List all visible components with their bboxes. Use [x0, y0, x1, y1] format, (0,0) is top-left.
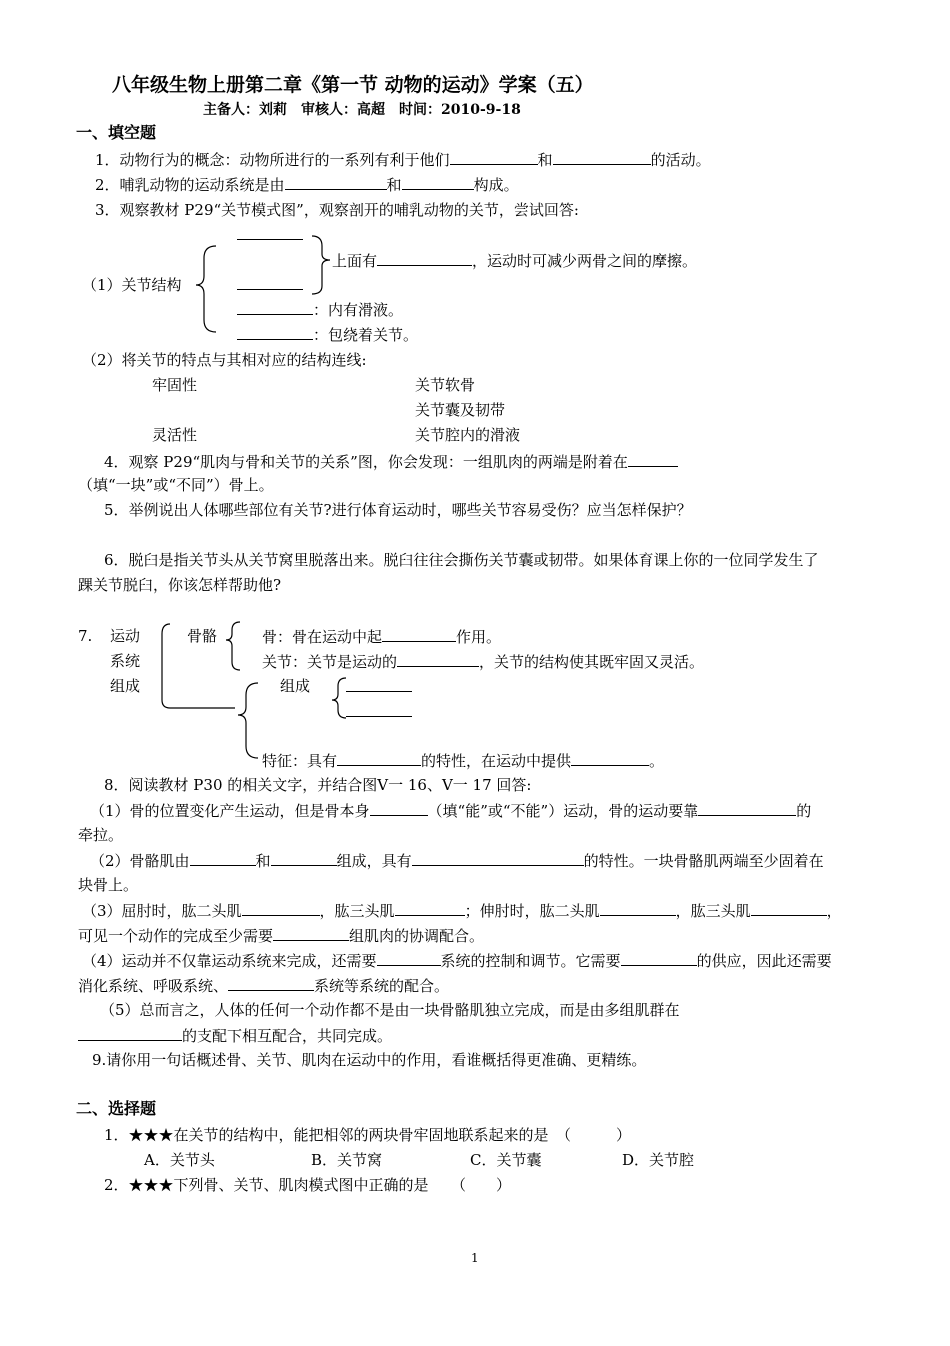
- question-8-5: （5）总而言之，人体的任何一个动作都不是由一块骨骼肌独立完成，而是由多组肌群在: [100, 1001, 680, 1019]
- diagram-label-xitong: 系统: [110, 652, 141, 670]
- answer-blank[interactable]: [237, 325, 313, 340]
- joint-structure-label: （1）关节结构: [82, 276, 182, 294]
- answer-blank[interactable]: [397, 652, 479, 667]
- question-8: 8．阅读教材 P30 的相关文字，并结合图Ⅴ一 16、Ⅴ一 17 回答:: [104, 776, 532, 794]
- answer-blank[interactable]: [273, 926, 349, 941]
- answer-blank[interactable]: [571, 751, 649, 766]
- match-left-item[interactable]: 灵活性: [152, 426, 198, 444]
- option-a[interactable]: A．关节头: [144, 1151, 215, 1169]
- muscle-feature-line: 特征：具有 的特性，在运动中提供 。: [262, 752, 665, 770]
- answer-blank[interactable]: [190, 851, 256, 866]
- page-number: 1: [471, 1251, 479, 1265]
- author-line: 主备人：刘莉 审核人：高超 时间：2010-9-18: [203, 102, 521, 118]
- locomotion-system-brace: [0, 600, 950, 770]
- diagram-label-yundong: 运动: [110, 627, 141, 645]
- joint-structure-brace: [0, 0, 950, 360]
- answer-blank[interactable]: [370, 801, 428, 816]
- question-8-2-cont: 块骨上。: [78, 876, 139, 894]
- page-title: 八年级生物上册第二章《第一节 动物的运动》学案（五）: [112, 74, 594, 96]
- matching-prompt: （2）将关节的特点与其相对应的结构连线:: [82, 351, 367, 369]
- question-8-1-cont: 牵拉。: [78, 826, 124, 844]
- answer-blank[interactable]: [628, 452, 678, 467]
- section-choice-heading: 二、选择题: [76, 1099, 157, 1118]
- match-right-item[interactable]: 关节腔内的滑液: [415, 426, 521, 444]
- question-4-cont: （填“一块”或“不同”）骨上。: [78, 476, 274, 494]
- question-6-cont: 踝关节脱臼，你该怎样帮助他?: [78, 576, 282, 594]
- option-c[interactable]: C．关节囊: [470, 1151, 542, 1169]
- question-8-3-cont: 可见一个动作的完成至少需要 组肌肉的协调配合。: [78, 927, 485, 945]
- answer-blank[interactable]: [412, 851, 584, 866]
- answer-blank[interactable]: [242, 901, 320, 916]
- answer-blank[interactable]: [346, 691, 412, 692]
- match-right-item[interactable]: 关节软骨: [415, 376, 476, 394]
- question-7-number: 7.: [78, 627, 93, 645]
- answer-blank[interactable]: [751, 901, 827, 916]
- question-8-2: （2）骨骼肌由 和 组成，具有 的特性。一块骨骼肌两端至少固着在: [90, 852, 824, 870]
- answer-blank[interactable]: [382, 627, 456, 642]
- diagram-label-zucheng: 组成: [110, 677, 141, 695]
- answer-blank[interactable]: [600, 901, 676, 916]
- question-8-4-cont: 消化系统、呼吸系统、 系统等系统的配合。: [78, 977, 450, 995]
- joint-capsule-line: ：包绕着关节。: [237, 325, 418, 344]
- answer-blank[interactable]: [395, 901, 465, 916]
- diagram-label-skeleton: 骨骼: [187, 627, 218, 645]
- answer-blank[interactable]: [337, 751, 421, 766]
- joint-cavity-line: ：内有滑液。: [237, 300, 403, 319]
- match-right-item[interactable]: 关节囊及韧带: [415, 401, 506, 419]
- match-left-item[interactable]: 牢固性: [152, 376, 198, 394]
- question-8-1: （1）骨的位置变化产生运动，但是骨本身 （填“能”或“不能”）运动，骨的运动要靠 的: [90, 802, 812, 820]
- answer-blank[interactable]: [228, 976, 314, 991]
- question-8-3: （3）屈肘时，肱二头肌 ，肱三头肌 ；伸肘时，肱二头肌 ，肱三头肌 ，: [82, 902, 842, 920]
- answer-blank[interactable]: [78, 1026, 182, 1041]
- question-9: 9.请你用一句话概述骨、关节、肌肉在运动中的作用，看谁概括得更准确、更精练。: [92, 1051, 647, 1069]
- option-b[interactable]: B．关节窝: [311, 1151, 383, 1169]
- question-1: 1．动物行为的概念：动物所进行的一系列有利于他们 和 的活动。: [95, 151, 711, 169]
- answer-blank[interactable]: [698, 801, 796, 816]
- joint-cartilage-line: 上面有 ，运动时可减少两骨之间的摩擦。: [332, 252, 698, 270]
- answer-blank[interactable]: [377, 951, 441, 966]
- question-8-4: （4）运动并不仅靠运动系统来完成，还需要 系统的控制和调节。它需要 的供应，因此还需要: [82, 952, 832, 970]
- diagram-label-zucheng-2: 组成: [280, 677, 311, 695]
- question-2: 2．哺乳动物的运动系统是由 和 构成。: [95, 176, 519, 194]
- answer-blank[interactable]: [271, 851, 337, 866]
- section-fill-blank-heading: 一、填空题: [76, 123, 157, 142]
- joint-function-line: 关节：关节是运动的 ，关节的结构使其既牢固又灵活。: [262, 653, 705, 671]
- answer-blank[interactable]: [621, 951, 697, 966]
- question-8-5-cont: 的支配下相互配合，共同完成。: [78, 1026, 392, 1045]
- question-6: 6．脱臼是指关节头从关节窝里脱落出来。脱臼往往会撕伤关节囊或韧带。如果体育课上你的一位同学发生了: [104, 551, 819, 569]
- answer-blank[interactable]: [377, 251, 472, 266]
- question-4: 4．观察 P29“肌肉与骨和关节的关系”图，你会发现：一组肌肉的两端是附着在: [104, 452, 678, 471]
- option-d[interactable]: D．关节腔: [622, 1151, 695, 1169]
- choice-question-2: 2．★★★下列骨、关节、肌肉模式图中正确的是 （ ）: [104, 1176, 512, 1194]
- choice-question-1: 1．★★★在关节的结构中，能把相邻的两块骨牢固地联系起来的是 （ ）: [104, 1126, 632, 1144]
- question-3: 3．观察教材 P29“关节模式图”，观察剖开的哺乳动物的关节，尝试回答:: [95, 201, 579, 219]
- bone-function-line: 骨：骨在运动中起 作用。: [262, 628, 502, 646]
- answer-blank[interactable]: [346, 716, 412, 717]
- answer-blank[interactable]: [237, 300, 313, 315]
- question-5: 5．举例说出人体哪些部位有关节?进行体育运动时，哪些关节容易受伤？应当怎样保护？: [104, 501, 692, 519]
